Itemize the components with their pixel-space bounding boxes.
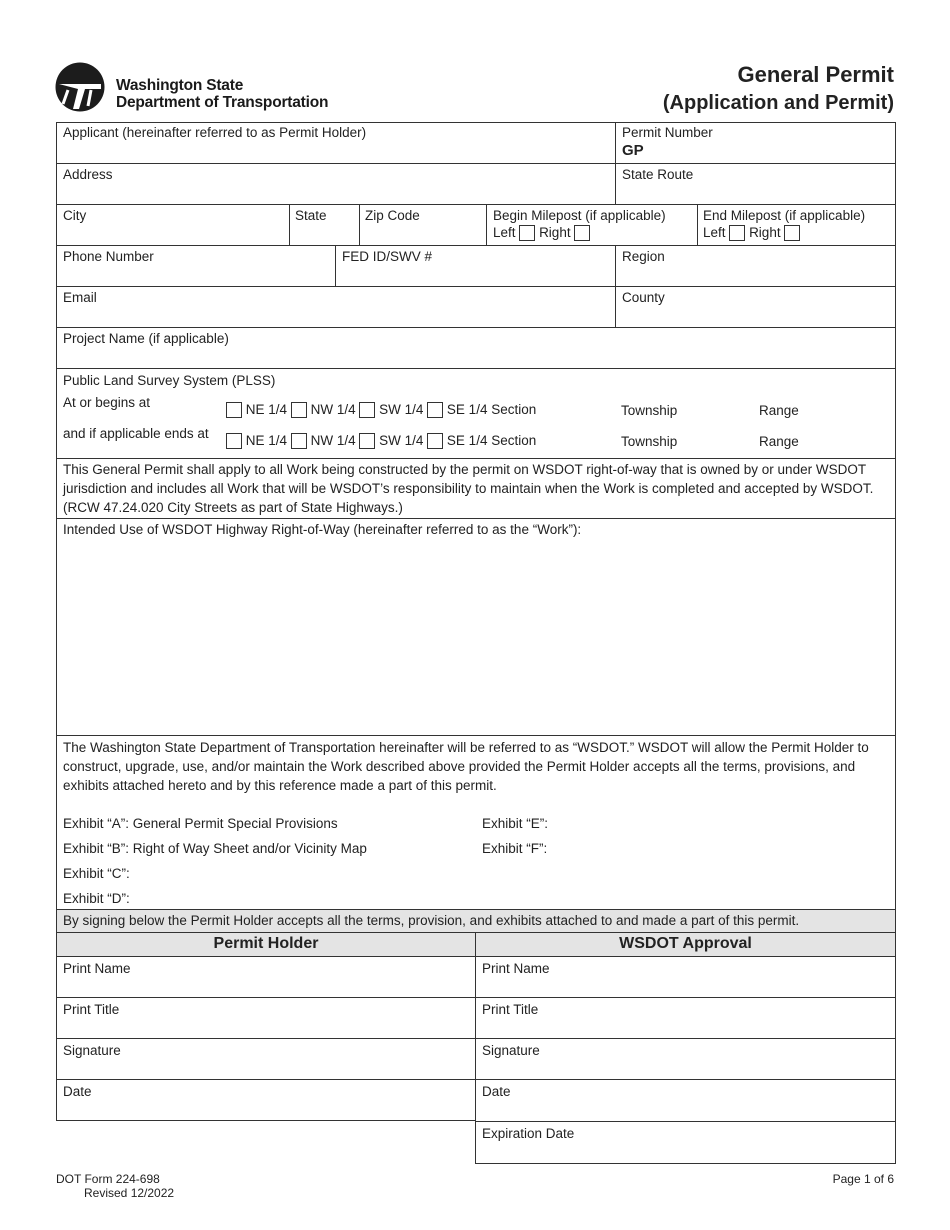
- page-number: Page 1 of 6: [832, 1172, 894, 1186]
- org-name-line1: Washington State: [116, 77, 244, 94]
- end-right-label: Right: [749, 225, 781, 240]
- begins-nw-checkbox[interactable]: [291, 402, 307, 418]
- form-title: General Permit: [737, 62, 894, 87]
- email-field[interactable]: [56, 286, 616, 328]
- state-route-label: State Route: [622, 167, 694, 182]
- begins-township-label: Township: [621, 403, 678, 418]
- ends-ne-checkbox[interactable]: [226, 433, 242, 449]
- begin-right-checkbox[interactable]: [574, 225, 590, 241]
- plss-begins-label: At or begins at: [63, 395, 151, 410]
- begins-se-label: SE 1/4 Section: [446, 402, 537, 417]
- wsdot-approval-title: WSDOT Approval: [619, 935, 752, 952]
- statement-text: This General Permit shall apply to all Work being constructed by the permit on WSDOT right-of-way that is owned by or under WSDOT jurisdiction and includes all Work that will be WSDOT’s responsibility to maintain when the Work is completed and accepted by WSDOT. (RCW 47.24.020 City Streets as part of State Highways.): [63, 462, 874, 515]
- holder-signature-label: Signature: [63, 1043, 121, 1058]
- begin-milepost-label: Begin Milepost (if applicable): [493, 208, 666, 223]
- wsdot-logo: [55, 62, 105, 112]
- holder-print-name-label: Print Name: [63, 961, 131, 976]
- end-milepost-label: End Milepost (if applicable): [703, 208, 866, 223]
- exhibit-f: Exhibit “F”:: [482, 841, 548, 856]
- begins-se-checkbox[interactable]: [427, 402, 443, 418]
- end-left-checkbox[interactable]: [729, 225, 745, 241]
- begin-right-label: Right: [539, 225, 571, 240]
- fed-id-label: FED ID/SWV #: [342, 249, 433, 264]
- permit-holder-title: Permit Holder: [213, 935, 319, 952]
- allowance-text: The Washington State Department of Transportation hereinafter will be referred to as “WSDOT.” WSDOT will allow the Permit Holder to construct, upgrade, use, and/or maintain the Work described above provided the Permit Holder accepts all the terms, provisions, and exhibits attached hereto and by this reference made a part of this permit.: [63, 740, 869, 793]
- ends-se-label: SE 1/4 Section: [446, 433, 537, 448]
- exhibit-c: Exhibit “C”:: [63, 866, 130, 881]
- zip-label: Zip Code: [365, 208, 420, 223]
- begin-left-checkbox[interactable]: [519, 225, 535, 241]
- holder-date-label: Date: [63, 1084, 92, 1099]
- begins-nw-label: NW 1/4: [310, 402, 356, 417]
- plss-ends-row: [226, 433, 536, 449]
- end-milepost-options: [703, 225, 800, 241]
- permit-number-label: Permit Number: [622, 125, 713, 140]
- begins-sw-checkbox[interactable]: [359, 402, 375, 418]
- form-number: DOT Form 224-698: [56, 1172, 160, 1186]
- end-left-label: Left: [703, 225, 726, 240]
- wsdot-print-title-label: Print Title: [482, 1002, 539, 1017]
- wsdot-date-field[interactable]: [475, 1079, 896, 1122]
- begin-left-label: Left: [493, 225, 516, 240]
- expiration-date-label: Expiration Date: [482, 1126, 575, 1141]
- begins-ne-checkbox[interactable]: [226, 402, 242, 418]
- end-right-checkbox[interactable]: [784, 225, 800, 241]
- city-field[interactable]: [56, 204, 290, 246]
- exhibit-a: Exhibit “A”: General Permit Special Provisions: [63, 816, 338, 831]
- ends-range-label: Range: [759, 434, 799, 449]
- revision-date: Revised 12/2022: [84, 1186, 175, 1200]
- plss-begins-row: [226, 402, 536, 418]
- intended-use-field[interactable]: [56, 518, 896, 736]
- phone-label: Phone Number: [63, 249, 154, 264]
- org-name-line2: Department of Transportation: [116, 94, 329, 111]
- begin-milepost-options: [493, 225, 590, 241]
- ends-township-label: Township: [621, 434, 678, 449]
- ends-sw-checkbox[interactable]: [359, 433, 375, 449]
- applicant-label: Applicant (hereinafter referred to as Permit Holder): [63, 125, 367, 140]
- exhibit-b: Exhibit “B”: Right of Way Sheet and/or Vicinity Map: [63, 841, 367, 856]
- email-label: Email: [63, 290, 97, 305]
- exhibit-e: Exhibit “E”:: [482, 816, 549, 831]
- state-label: State: [295, 208, 327, 223]
- ends-nw-checkbox[interactable]: [291, 433, 307, 449]
- begins-sw-label: SW 1/4: [379, 402, 424, 417]
- begins-ne-label: NE 1/4: [245, 402, 288, 417]
- wsdot-signature-label: Signature: [482, 1043, 540, 1058]
- permit-number-value: GP: [622, 142, 644, 159]
- signing-note-text: By signing below the Permit Holder accepts all the terms, provision, and exhibits attached to and made a part of this permit.: [63, 913, 800, 928]
- holder-print-title-label: Print Title: [63, 1002, 120, 1017]
- plss-ends-label: and if applicable ends at: [63, 426, 209, 441]
- wsdot-logo-icon: [55, 62, 105, 112]
- intended-use-label: Intended Use of WSDOT Highway Right-of-Way (hereinafter referred to as the “Work”):: [63, 522, 582, 537]
- city-label: City: [63, 208, 87, 223]
- ends-nw-label: NW 1/4: [310, 433, 356, 448]
- county-label: County: [622, 290, 665, 305]
- ends-se-checkbox[interactable]: [427, 433, 443, 449]
- project-name-label: Project Name (if applicable): [63, 331, 229, 346]
- wsdot-print-name-label: Print Name: [482, 961, 550, 976]
- region-label: Region: [622, 249, 665, 264]
- address-label: Address: [63, 167, 113, 182]
- holder-date-field[interactable]: [56, 1079, 476, 1121]
- ends-ne-label: NE 1/4: [245, 433, 288, 448]
- ends-sw-label: SW 1/4: [379, 433, 424, 448]
- address-field[interactable]: [56, 163, 616, 205]
- begins-range-label: Range: [759, 403, 799, 418]
- form-subtitle: (Application and Permit): [662, 92, 894, 114]
- exhibit-d: Exhibit “D”:: [63, 891, 130, 906]
- wsdot-date-label: Date: [482, 1084, 511, 1099]
- plss-title: Public Land Survey System (PLSS): [63, 373, 276, 388]
